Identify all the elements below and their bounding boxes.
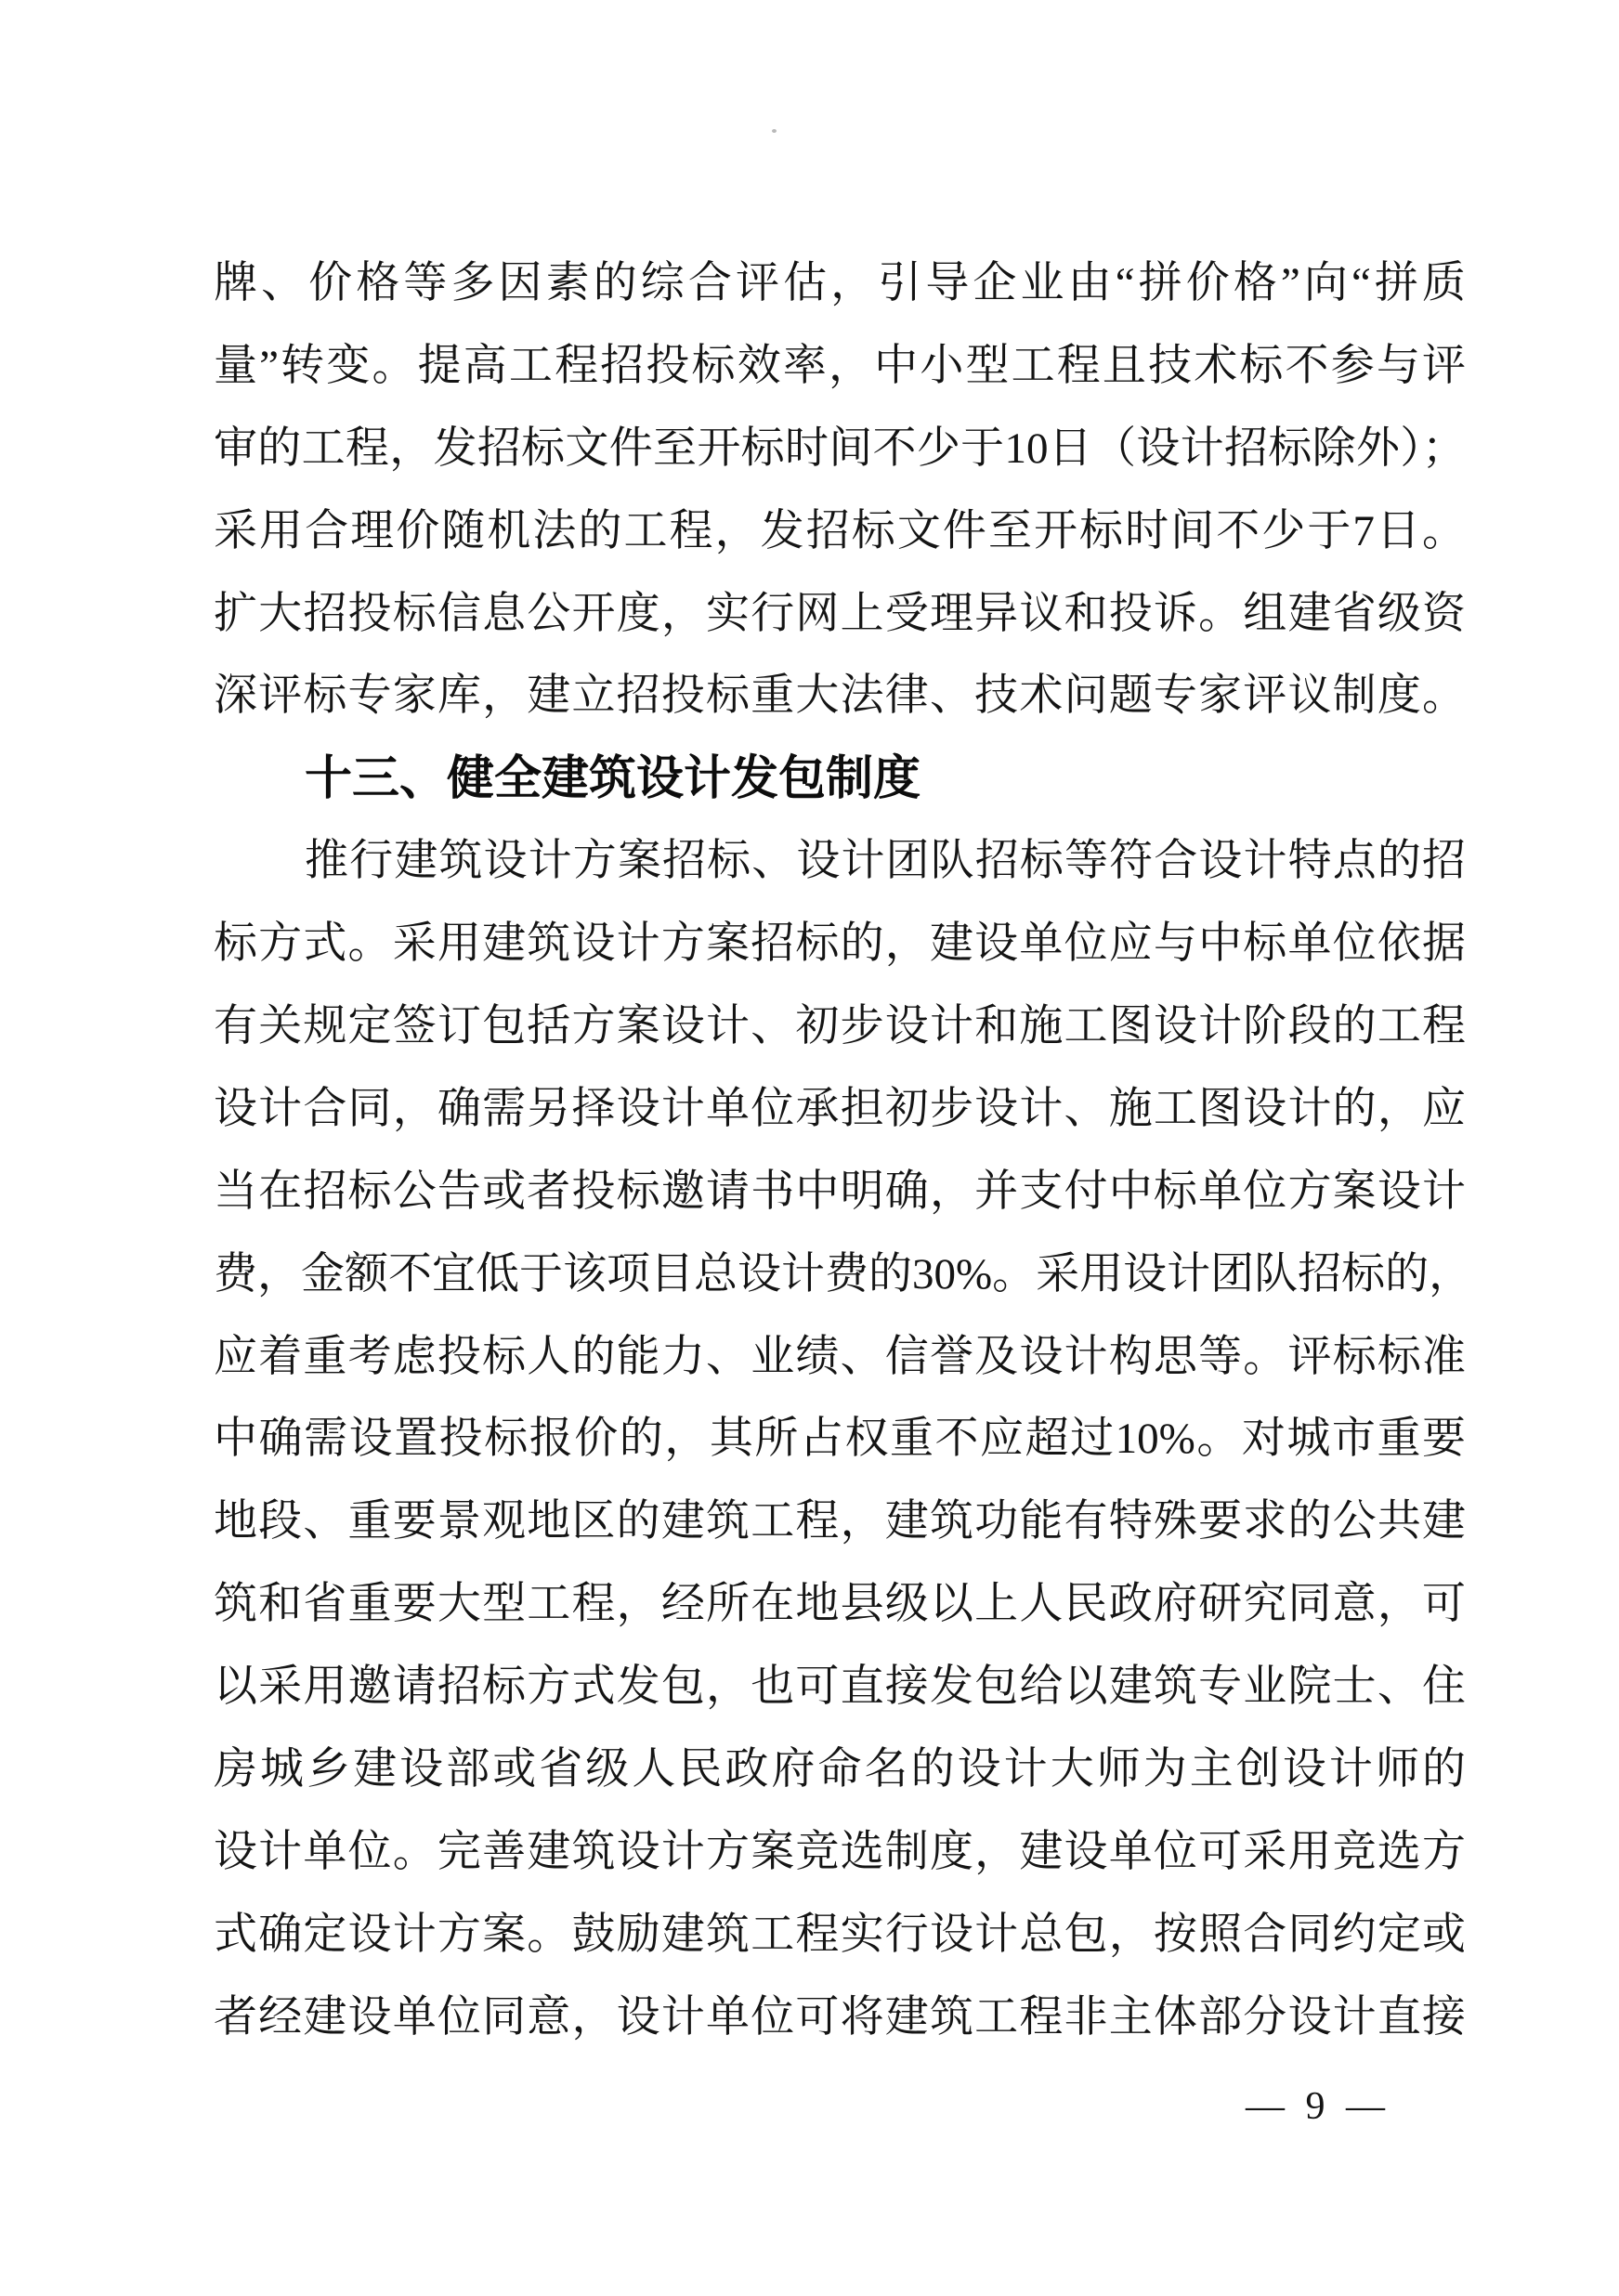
text-line: 者经建设单位同意，设计单位可将建筑工程非主体部分设计直接 bbox=[214, 1992, 1466, 2042]
text-line: 式确定设计方案。鼓励建筑工程实行设计总包，按照合同约定或 bbox=[214, 1910, 1466, 1959]
text-line: 设计合同，确需另择设计单位承担初步设计、施工图设计的，应 bbox=[214, 1084, 1466, 1133]
text-line: 牌、价格等多因素的综合评估，引导企业由“拼价格”向“拼质 bbox=[214, 259, 1466, 307]
text-line: 设计单位。完善建筑设计方案竞选制度，建设单位可采用竞选方 bbox=[214, 1827, 1466, 1876]
page-number: — 9 — bbox=[1246, 2085, 1391, 2128]
text-line: 采用合理价随机法的工程，发招标文件至开标时间不少于7日。 bbox=[214, 506, 1466, 555]
paragraph-body bbox=[214, 820, 1473, 2058]
paragraph-continuation bbox=[214, 242, 1466, 737]
text-line: 审的工程，发招标文件至开标时间不少于10日（设计招标除外）； bbox=[214, 424, 1466, 473]
text-block bbox=[214, 242, 1473, 2059]
text-line: 中确需设置投标报价的，其所占权重不应超过10%。对城市重要 bbox=[214, 1415, 1466, 1464]
text-line: 标方式。采用建筑设计方案招标的，建设单位应与中标单位依据 bbox=[214, 920, 1466, 969]
text-line: 地段、重要景观地区的建筑工程，建筑功能有特殊要求的公共建 bbox=[214, 1497, 1466, 1546]
text-line: 量”转变。提高工程招投标效率，中小型工程且技术标不参与评 bbox=[214, 341, 1466, 390]
scan-artifact-dot bbox=[772, 129, 777, 133]
text-line: 当在招标公告或者投标邀请书中明确，并支付中标单位方案设计 bbox=[214, 1167, 1466, 1216]
section-heading: 十三、健全建筑设计发包制度 bbox=[305, 751, 921, 805]
text-line: 扩大招投标信息公开度，实行网上受理异议和投诉。组建省级资 bbox=[214, 589, 1466, 638]
text-line: 有关规定签订包括方案设计、初步设计和施工图设计阶段的工程 bbox=[214, 1002, 1466, 1051]
text-line: 深评标专家库，建立招投标重大法律、技术问题专家评议制度。 bbox=[214, 672, 1466, 721]
text-line: 筑和省重要大型工程，经所在地县级以上人民政府研究同意，可 bbox=[214, 1580, 1466, 1629]
text-line: 房城乡建设部或省级人民政府命名的设计大师为主创设计师的 bbox=[214, 1745, 1466, 1794]
text-line: 应着重考虑投标人的能力、业绩、信誉及设计构思等。评标标准 bbox=[214, 1332, 1466, 1381]
text-line: 推行建筑设计方案招标、设计团队招标等符合设计特点的招 bbox=[305, 837, 1466, 886]
text-line: 费，金额不宜低于该项目总设计费的30%。采用设计团队招标的， bbox=[214, 1249, 1473, 1298]
text-line: 以采用邀请招标方式发包，也可直接发包给以建筑专业院士、住 bbox=[214, 1663, 1466, 1712]
